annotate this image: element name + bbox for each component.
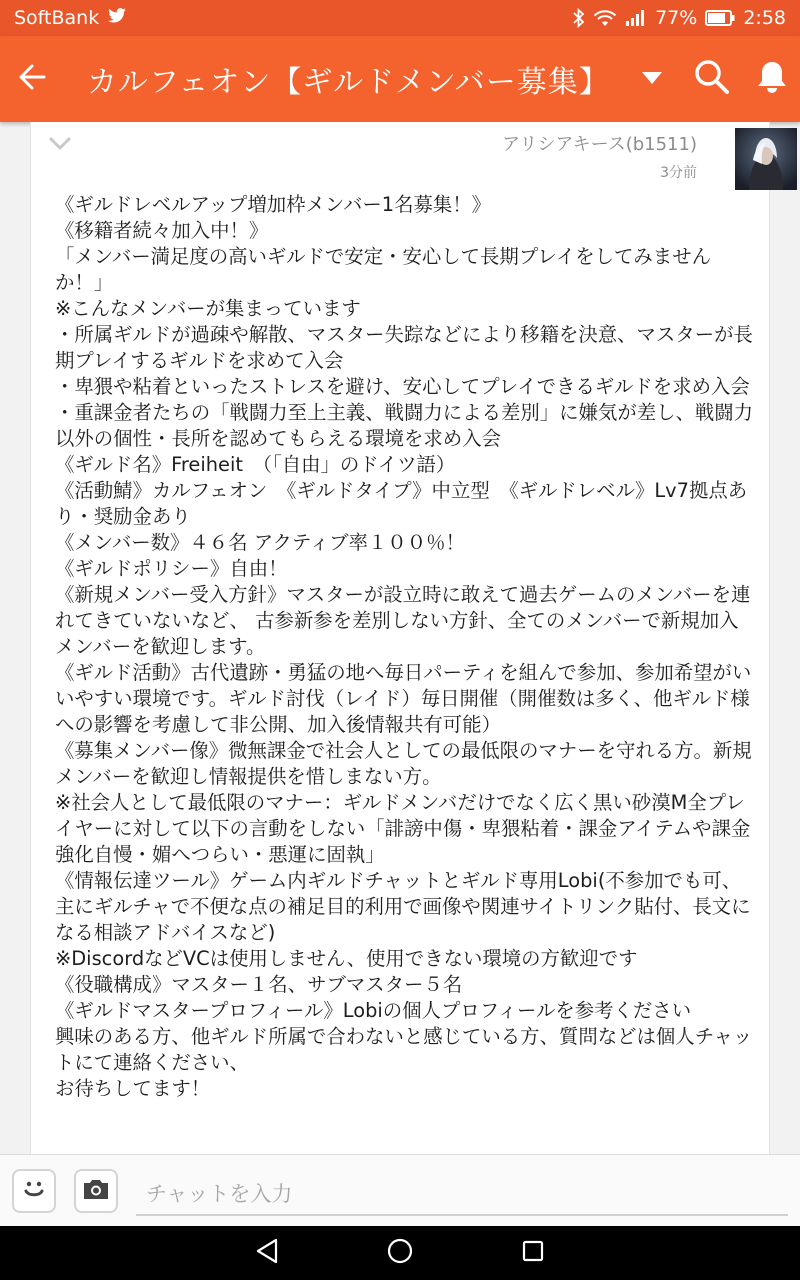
back-button[interactable] [0,36,65,122]
room-menu-dropdown[interactable] [624,36,680,122]
bluetooth-icon [573,8,585,28]
smiley-icon [21,1176,47,1206]
message-text: 《ギルドレベルアップ増加枠メンバー1名募集！》 《移籍者続々加入中！》 「メンバー満足度の高いギルドで安定・安心して長期プレイをしてみませんか！」 ※こんなメンバーが集まっています ・所属ギルドが過疎や解散、マスター失踪などにより移籍を決意、マスターが長期プレイするギルドを求めて入会 ・卑猥や粘着といったストレスを避け、安心してプレイできるギルドを求め入会 ・重課金者たちの「戦闘力至上主義、戦闘力による差別」に嫌気が差し、戦闘力以外の個性・長所を認めてもらえる環境を求め入会 《ギルド名》Freiheit （「自由」のドイツ語） 《活動鯖》カルフェオン 《ギルドタイプ》中立型 《ギルドレベル》Lv7拠点あり・奨励金あり 《メンバー数》４６名 アクティブ率１００％！ 《ギルドポリシー》自由！ 《新規メンバー受入方針》マスターが設立時に敢えて過去ゲームのメンバーを連れてきていないなど、 古参新参を差別しない方針、全てのメンバーで新規加入メンバーを歓迎します。 《ギルド活動》古代遺跡・勇猛の地へ毎日パーティを組んで参加、参加希望がいいやすい環境です。ギルド討伐（レイド）毎日開催（開催数は多く、他ギルド様への影響を考慮して非公開、加入後情報共有可能） 《募集メンバー像》微無課金で社会人としての最低限のマナーを守れる方。新規メンバーを歓迎し情報提供を惜しまない方。 ※社会人として最低限のマナー：ギルドメンバだけでなく広く黒い砂漠M全プレイヤーに対して以下の言動をしない「誹謗中傷・卑猥粘着・課金アイテムや課金強化自慢・媚へつらい・悪運に固執」 《情報伝達ツール》ゲーム内ギルドチャットとギルド専用Lobi(不参加でも可、主にギルチャで不便な点の補足目的利用で画像や関連サイトリンク貼付、長文になる相談アドバイスなど) ※DiscordなどVCは使用しません、使用できない環境の方歓迎です 《役職構成》マスター１名、サブマスター５名 《ギルドマスタープロフィール》Lobiの個人プロフィールを参考ください 興味のある方、他ギルド所属で合わないと感じている方、質問などは個人チャットにて連絡ください、 お待ちしてます！ [55,193,754,1100]
nav-back-button[interactable] [247,1233,287,1273]
page-title: カルフェオン【ギルドメンバー募集】 [86,65,610,100]
circle-home-icon [386,1237,414,1269]
search-icon [694,59,730,99]
message-card [30,122,770,1162]
battery-icon [705,10,735,26]
triangle-back-icon [255,1238,279,1268]
search-button[interactable] [679,36,744,122]
signal-icon [625,9,647,27]
avatar[interactable] [735,128,797,190]
wifi-icon [593,9,617,27]
chat-input-bar [0,1154,800,1226]
notifications-button[interactable] [744,36,800,122]
collapse-toggle[interactable] [49,136,75,156]
camera-icon [82,1178,110,1204]
nav-recents-button[interactable] [513,1233,553,1273]
status-right [573,7,786,29]
author-name[interactable]: アリシアキース(b1511) [502,134,697,155]
clock: 2:58 [743,7,786,29]
stamp-button[interactable] [12,1169,56,1213]
app-header [0,36,800,122]
status-bar [0,0,800,36]
camera-button[interactable] [74,1169,118,1213]
bell-icon [756,60,788,98]
timestamp: 3分前 [660,165,697,181]
nav-home-button[interactable] [380,1233,420,1273]
square-recents-icon [521,1239,545,1267]
chevron-down-icon [49,136,71,155]
dropdown-caret-icon [641,70,663,89]
carrier-label: SoftBank [14,7,100,29]
chat-input[interactable] [136,1166,788,1216]
battery-percent: 77% [655,7,698,29]
back-arrow-icon [18,63,46,95]
status-left [14,7,127,29]
twitter-icon [107,7,127,29]
chat-content[interactable] [0,122,800,1154]
system-nav-bar [0,1226,800,1280]
